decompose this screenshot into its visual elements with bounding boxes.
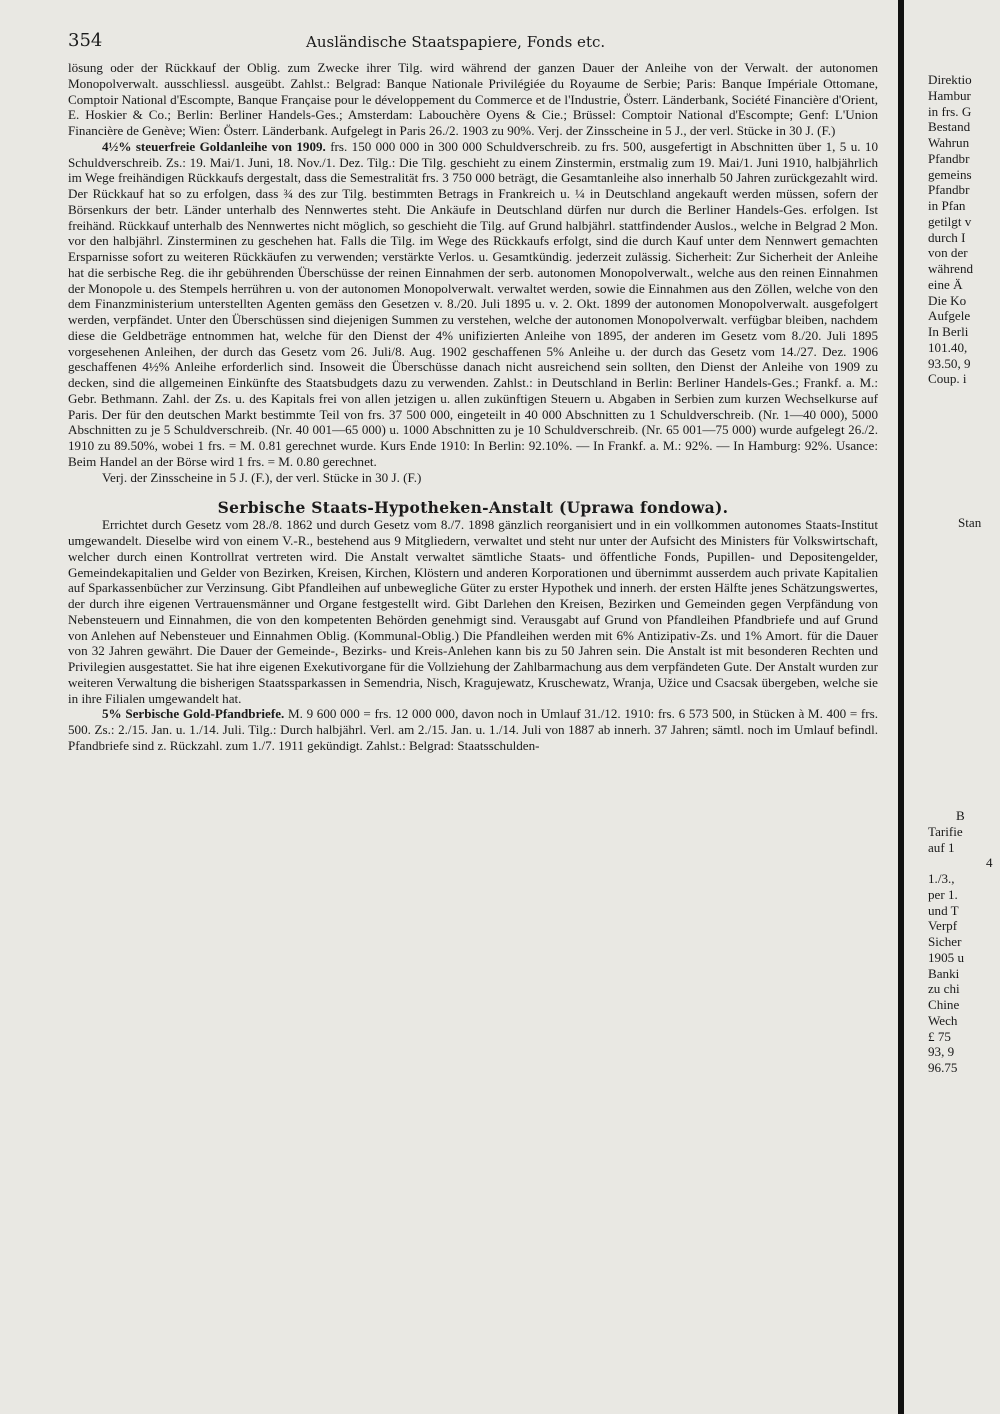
column-divider — [898, 0, 904, 1414]
side-line: zu chi — [928, 981, 960, 997]
adjacent-column-heading — [958, 515, 1000, 531]
side-line: gemeins — [928, 166, 972, 182]
side-line: per 1. — [928, 886, 958, 902]
side-line: und T — [928, 902, 959, 918]
page-number: 354 — [68, 30, 103, 51]
paragraph-verjaehrung: Verj. der Zinsscheine in 5 J. (F.), der verl. Stücke in 30 J. (F.) — [102, 469, 422, 485]
side-line: 93, 9 — [928, 1044, 955, 1060]
side-line: Wahrun — [928, 135, 970, 150]
side-line: 1905 u — [928, 949, 965, 965]
side-line: Pfandbr — [928, 150, 970, 166]
adjacent-column-top — [928, 72, 1000, 387]
side-line: 96.75 — [928, 1060, 958, 1075]
goldanleihe-heading: 4½% steuerfreie Goldanleihe von 1909. — [102, 138, 326, 154]
side-line: von der — [928, 245, 968, 261]
goldanleihe-text: frs. 150 000 000 in 300 000 Schuldverschreib. zu frs. 500, ausgefertigt in Abschnitten über 1, 5 u. 10 Schuldverschreib. Zs.: 19. Mai/1. Juni, 18. Nov./1. Dez. Tilg.: Die Tilg. geschieht zu einem Zinstermin, erstmalig zum 19. Mai/1. Juni 1910, halbjährlich im Wege freihändigen Rückkaufs dergestalt, dass die Semestralität frs. 3 750 000 beträgt, die Gesamtanleihe also innerhalb 50 Jahren zurückgezahlt wird. Der Rückkauf hat so zu erfolgen, dass ¾ des zur Tilg. bestimmten Betrags in Frankreich u. ¼ in Deutschland angekauft werden müssen, sofern der Börsenkurs der betr. Länder unterhalb des Nennwertes steht. Die Ankäufe in Deutschland dürfen nur durch die Berliner Handels-Ges. erfolgen. Ist freihänd. Rückkauf unterhalb des Nennwertes nicht möglich, so geschieht die Tilg. auf Grund halbjährl. stattfindender Auslos., welche in Belgrad 2 Mon. vor den halbjährl. Zinsterminen zu geschehen hat. Falls die Tilg. im Wege des Rückkaufs erfolgt, sind die durch Kauf unter dem Nennwert gemachten Ersparnisse sofort zu weiteren Rückkäufen zu verwenden; verstärkte Verlos. u. Gesamtkündig. jederzeit zulässig. Sicherheit: Zur Sicherheit der Anleihe hat die serbische Reg. die ihr gebührenden Überschüsse der reinen Einnahmen der serb. autonomen Monopolverwalt., welche aus den reinen Einnahmen der Monopole u. des Stempels herrühren u. von der autonomen Monopolverwalt. verwaltet werden, sowie die Einnahmen aus den Zöllen, welche von den dem Finanzministerium unterstellten Agenten gemäss den Gesetzen v. 8./20. Juli 1895 u. v. 2. Okt. 1899 der autonomen Monopolverwalt. ausgefolgert werden, verpfändet. Unter den Überschüssen sind diejenigen Summen zu verstehen, welche der autonomen Monopolverwalt. verfügbar bleiben, nachdem diese die Geldbeträge entnommen hat, welche für den Dienst der 4% unifizierten Anleihe von 1895, der anderen im Gesetz vom 8./20. Juli 1895 vorgesehenen Anleihen, der durch das Gesetz vom 26. Juli/8. Aug. 1902 geschaffenen 5% Anleihe u. der durch das Gesetz vom 14./27. Dez. 1906 geschaffenen 4½% Anleihe erforderlich sind. Insoweit die Überschüsse danach nicht ausreichend sein sollten, den Dienst der Anleihe von 1909 zu decken, sind die allgemeinen Einkünfte des Staatsbudgets dazu zu verwenden. Zahlst.: in Deutschland in Berlin: Berliner Handels-Ges.; Frankf. a. M.: Gebr. Bethmann. Zahl. der Zs. u. des Kapitals frei von allen jetzigen u. allen zukünftigen Steuern u. Abgaben in Serbien zum kurzen Wechselkurse auf Paris. Der für den deutschen Markt bestimmte Teil von frs. 37 500 000, eingeteilt in 40 000 Abschnitten zu 1 Schuldverschreib. (Nr. 1—40 000), 5000 Abschnitten zu je 5 Schuldverschreib. (Nr. 40 001—65 000) u. 1000 Abschnitten zu je 10 Schuldverschreib. (Nr. 65 001—75 000) wurde aufgelegt 26./2. 1910 zu 89.50%, wobei 1 frs. = M. 0.81 gerechnet wurde. Kurs Ende 1910: In Berlin: 92.10%. — In Frankf. a. M.: 92%. — In Hamburg: 92%. Usance: Beim Handel an der Börse wird 1 frs. = M. 0.80 gerechnet. — [68, 138, 878, 469]
side-line: 101.40, — [928, 339, 968, 355]
side-line: Sicher — [928, 934, 962, 949]
side-line: B — [956, 808, 965, 823]
side-line: 4 — [986, 855, 993, 871]
paragraph-zahlstellen: lösung oder der Rückkauf der Oblig. zum Zwecke ihrer Tilg. wird während der ganzen Dauer der Anleihe von der Verwalt. der autonomen Monopolverwalt. ausschliessl. ausgeübt. Zahlst.: Belgrad: Banque Nationale Privilégiée du Royaume de Serbie; Paris: Banque Impériale Ottomane, Comptoir National d'Escompte, Banque Française pour le développement du Commerce et de l'Industrie, Österr. Länderbank, Société Financière d'Orient, E. Hoskier & Co.; Berlin: Berliner Handels-Ges.; Amsterdam: Labouchère Oyens & Cie.; Brüssel: Comptoir National d'Escompte; Genf: L'Union Financière de Genève; Wien: Österr. Länderbank. Aufgelegt in Paris 26./2. 1903 zu 90%. Verj. der Zinsscheine in 5 J., der verl. Stücke in 30 J. (F.) — [68, 60, 878, 138]
pfandbriefe-heading: 5% Serbische Gold-Pfandbriefe. — [102, 706, 285, 722]
side-line: Aufgele — [928, 308, 971, 324]
pfandbriefe-text: M. 9 600 000 = frs. 12 000 000, davon noch in Umlauf 31./12. 1910: frs. 6 573 500, in Stücken à M. 400 = frs. 500. Zs.: 2./15. Jan. u. 1./14. Juli. Tilg.: Durch halbjährl. Verl. am 2./15. Jan. u. 1./14. Juli von 1887 ab innerh. 37 Jahren; sämtl. noch im Umlauf befindl. Pfandbriefe sind z. Rückzahl. zum 1./7. 1911 gekündigt. Zahlst.: Belgrad: Staatsschulden- — [68, 706, 878, 753]
side-line: Verpf — [928, 918, 958, 934]
side-line: Bestand — [928, 119, 971, 135]
side-line: 93.50, 9 — [928, 355, 971, 371]
side-line: Banki — [928, 965, 960, 981]
side-line: getilgt v — [928, 213, 972, 229]
side-line: Coup. i — [928, 371, 967, 387]
side-heading: Stan — [958, 515, 982, 530]
side-line: Pfandbr — [928, 182, 970, 198]
side-line: 1./3., — [928, 871, 955, 886]
paragraph-goldanleihe-1909 — [68, 139, 878, 470]
side-line: während — [928, 261, 974, 276]
side-line: £ 75 — [928, 1028, 951, 1044]
paragraph-hypotheken-anstalt: Errichtet durch Gesetz vom 28./8. 1862 und durch Gesetz vom 8./7. 1898 gänzlich reorganisiert und in ein vollkommen autonomes Staats-Institut umgewandelt. Dieselbe wird von einem V.-R., bestehend aus 9 Mitgliedern, verwaltet und steht nur unter der Aufsicht des Ministers für Volkswirtschaft, welcher durch einen Kontrollrat vertreten wird. Die Anstalt verwaltet sämtliche Staats- und öffentliche Fonds, Pupillen- und Depositengelder, Gemeindekapitalien und Gelder von Bezirken, Kreisen, Kirchen, Klöstern und anderen Korporationen und übernimmt ausserdem auch private Kapitalien auf Sparkassenbücher zur Verzinsung. Gibt Pfandleihen auf unbewegliche Güter zu erster Hypothek und innerh. der ersten Hälfte jenes Schätzungswertes, der durch ihre eigenen Vertrauensmänner und Organe festgestellt wird. Gibt Darlehen den Kreisen, Bezirken und Gemeinden gegen Verpfändung von Nebensteuern und Einnahmen, die von den kompetenten Behörden genehmigt sind. Verausgabt auf Grund von Pfandleihen Pfandbriefe und auf Grund von Anlehen auf Nebensteuer und Einnahmen Oblig. (Kommunal-Oblig.) Die Pfandleihen werden mit 6% Antizipativ-Zs. und 1% Amort. für die Dauer von 32 Jahren gewährt. Die Dauer der Gemeinde-, Bezirks- und Kreis-Anlehen kann bis zu 50 Jahren sein. Die Anstalt ist mit besonderen Rechten und Privilegien ausgestattet. Sie hat ihre eigenen Exekutivorgane für die Vollziehung der Zahlbarmachung aus dem verpfändeten Gute. Der Anstalt wurden zur weiteren Verwaltung die bisherigen Staatssparkassen in Semendria, Nisch, Kragujewatz, Kruschewatz, Wranja, Užice und Csacsak übergeben, welche sie in ihre Filialen umgewandelt hat. — [68, 517, 878, 706]
side-line: Chine — [928, 997, 960, 1012]
side-line: in Pfan — [928, 198, 966, 213]
section-title: Serbische Staats-Hypotheken-Anstalt (Uprawa fondowa). — [217, 498, 729, 518]
adjacent-column-bottom — [928, 808, 1000, 1076]
side-line: In Berli — [928, 324, 969, 339]
main-column — [68, 26, 878, 754]
paragraph-gold-pfandbriefe — [68, 706, 878, 753]
running-title: Ausländische Staatspapiere, Fonds etc. — [306, 33, 606, 51]
page-header — [68, 26, 878, 60]
side-line: Hambur — [928, 87, 971, 103]
side-line: Direktio — [928, 72, 972, 87]
side-line: in frs. G — [928, 103, 972, 119]
side-line: durch I — [928, 229, 966, 245]
side-line: Die Ko — [928, 292, 967, 308]
side-line: Wech — [928, 1012, 958, 1028]
side-line: auf 1 — [928, 839, 955, 855]
side-line: Tarifie — [928, 823, 963, 839]
side-line: eine Ä — [928, 276, 963, 292]
